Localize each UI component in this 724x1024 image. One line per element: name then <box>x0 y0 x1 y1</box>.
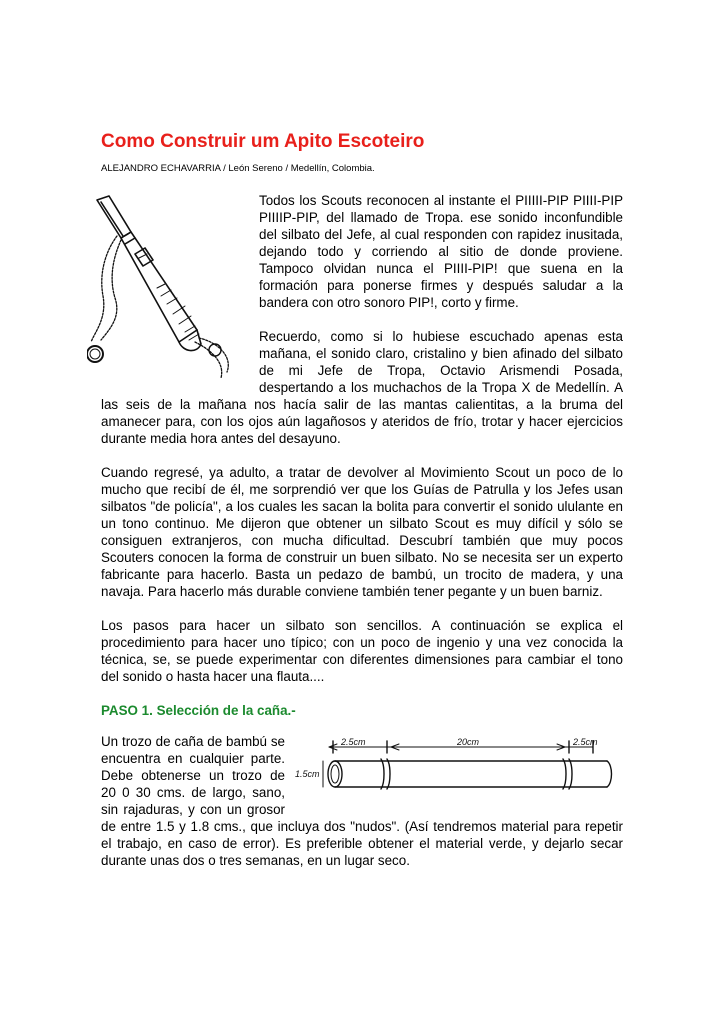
intro-section <box>101 192 623 447</box>
whistle-illustration <box>87 192 245 384</box>
right-segment-label: 2.5cm <box>573 737 598 747</box>
paragraph-4: Los pasos para hacer un silbato son sencillos. A continuación se explica el procedimiento para hacer uno típico; con un poco de ingenio y una vez conocida la técnica, se, se puede experimentar con diferentes dimensiones para cambiar el tono del sonido o hasta hacer una flauta.... <box>101 618 623 684</box>
left-segment-label: 2.5cm <box>341 737 366 747</box>
byline: ALEJANDRO ECHAVARRIA / León Sereno / Medellín, Colombia. <box>101 163 375 174</box>
step-1-heading: PASO 1. Selección de la caña.- <box>101 703 296 718</box>
step-1-section <box>101 733 623 869</box>
diameter-label: 1.5cm <box>295 769 320 779</box>
document-page <box>101 130 623 869</box>
middle-segment-label: 20cm <box>457 737 480 747</box>
bamboo-cane-diagram <box>293 735 623 813</box>
paragraph-2: Recuerdo, como si lo hubiese escuchado apenas esta mañana, el sonido claro, cristalino y bien afinado del silbato de mi Jefe de Tropa, Octavio Arismendi Posada, despertando a los muchachos de la Tropa X de Medellín. A las seis de la mañana nos hacía salir de las mantas calientitas, a la bruma del amanecer para, con los ojos aún lagañosos y ateridos de frío, trotar y hacer ejercicios durante media hora antes del desayuno. <box>101 329 623 446</box>
step-1-text: Un trozo de caña de bambú se encuentra en cualquier parte. Debe obtenerse un trozo de 20 0 30 cms. de largo, sano, sin rajaduras, y con un grosor de entre 1.5 y 1.8 cms., que incluya dos "nudos". (Así tendremos material para repetir el trabajo, en caso de error). Es preferible obtener el material verde, y dejarlo secar durante unas dos o tres semanas, en un lugar seco. <box>101 734 623 868</box>
page-title: Como Construir um Apito Escoteiro <box>101 131 425 152</box>
paragraph-1: Todos los Scouts reconocen al instante el PIIIII-PIP PIIII-PIP PIIIIP-PIP, del llamado de Tropa. ese sonido inconfundible del silbato del Jefe, al cual responden con rapidez inusitada, dejando todo y corriendo al sitio de donde proviene. Tampoco olvidan nunca el PIIII-PIP! que suena en la formación para ponerse firmes y después saludar a la bandera con otro sonoro PIP!, corto y firme. <box>259 193 623 310</box>
paragraph-3: Cuando regresé, ya adulto, a tratar de devolver al Movimiento Scout un poco de lo mucho que recibí de él, me sorprendió ver que los Guías de Patrulla y los Jefes usan silbatos "de policía", a los cuales les sacan la bolita para convertir el sonido ululante en un tono continuo. Me dijeron que obtener un silbato Scout es muy difícil y sólo se consiguen extranjeros, con mucha dificultad. Descubrí también que muy pocos Scouters conocen la forma de construir un buen silbato. No se necesita ser un experto fabricante para hacerlo. Basta un pedazo de bambú, un trocito de madera, y una navaja. Para hacerlo más durable conviene también tener pegante y un buen barniz. <box>101 465 623 599</box>
